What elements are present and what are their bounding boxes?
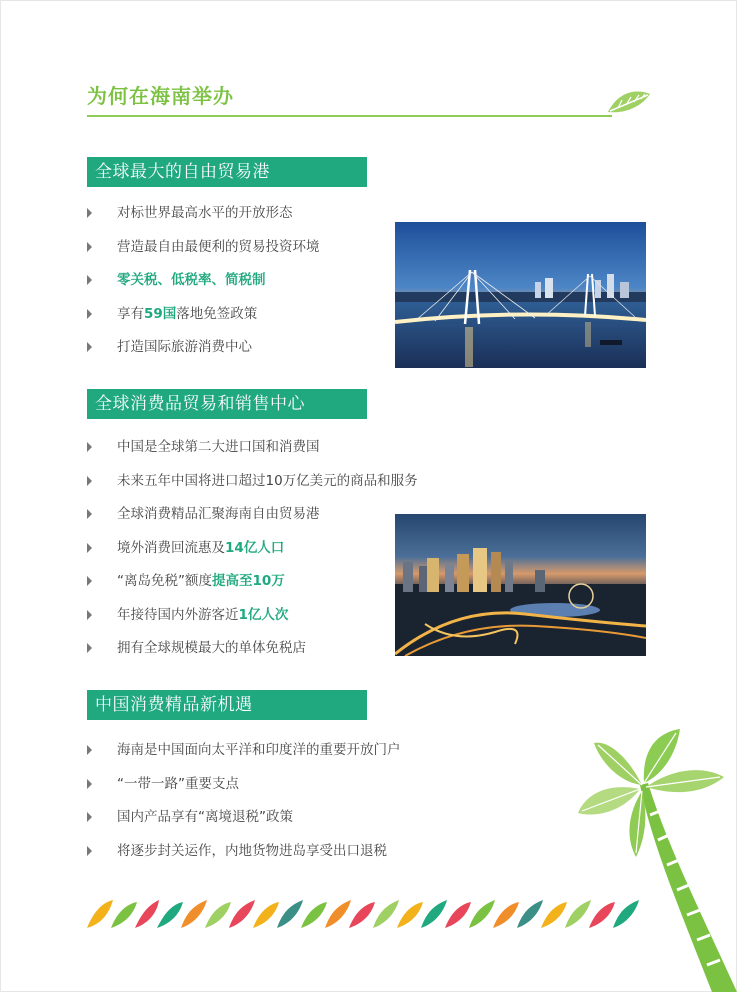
section-3-list [87,740,401,874]
list-item: 境外消费回流惠及14亿人口 [87,538,418,572]
list-item: 国内产品享有“离境退税”政策 [87,807,401,841]
list-item: “一带一路”重要支点 [87,774,401,808]
arrow-icon [87,309,92,319]
section-header-free-trade-port: 全球最大的自由贸易港 [87,157,367,187]
list-item: 未来五年中国将进口超过10万亿美元的商品和服务 [87,471,418,505]
list-item: 海南是中国面向太平洋和印度洋的重要开放门户 [87,740,401,774]
list-item: 打造国际旅游消费中心 [87,337,320,371]
arrow-icon [87,275,92,285]
bridge-photo [395,222,646,368]
section-1-list [87,203,320,371]
list-item: 全球消费精品汇聚海南自由贸易港 [87,504,418,538]
page-title: 为何在海南举办 [87,84,234,108]
arrow-icon [87,846,92,856]
arrow-icon [87,342,92,352]
leaf-border-icon [87,898,647,930]
list-item: “离岛免税”额度提高至10万 [87,571,418,605]
leaf-icon [606,86,652,118]
arrow-icon [87,442,92,452]
palm-tree-icon [572,725,737,992]
list-item: 营造最自由最便利的贸易投资环境 [87,237,320,271]
section-2-list [87,437,418,672]
arrow-icon [87,779,92,789]
list-item: 拥有全球规模最大的单体免税店 [87,638,418,672]
arrow-icon [87,610,92,620]
arrow-icon [87,509,92,519]
title-divider [87,115,612,117]
arrow-icon [87,745,92,755]
list-item: 享有59国落地免签政策 [87,304,320,338]
arrow-icon [87,812,92,822]
arrow-icon [87,242,92,252]
arrow-icon [87,476,92,486]
arrow-icon [87,643,92,653]
list-item: 年接待国内外游客近1亿人次 [87,605,418,639]
list-item: 将逐步封关运作，内地货物进岛享受出口退税 [87,841,401,875]
section-header-new-opportunities: 中国消费精品新机遇 [87,690,367,720]
city-night-photo [395,514,646,656]
arrow-icon [87,208,92,218]
arrow-icon [87,543,92,553]
arrow-icon [87,576,92,586]
list-item: 零关税、低税率、简税制 [87,270,320,304]
list-item: 对标世界最高水平的开放形态 [87,203,320,237]
section-header-consumer-goods-center: 全球消费品贸易和销售中心 [87,389,367,419]
list-item: 中国是全球第二大进口国和消费国 [87,437,418,471]
